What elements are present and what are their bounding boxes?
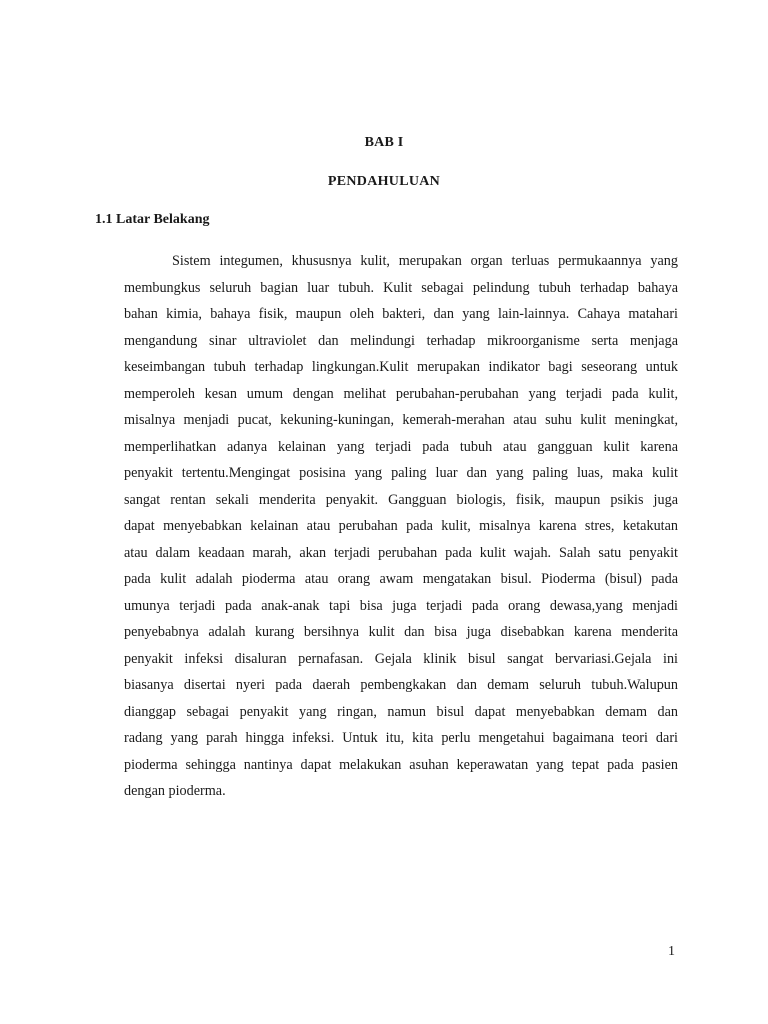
paragraph-line: radang yang parah hingga infeksi. Untuk itu, kita perlu mengetahui bagaimana teori dari bbox=[124, 730, 678, 746]
paragraph-line: pioderma sehingga nantinya dapat melakukan asuhan keperawatan yang tepat pada pasien bbox=[124, 756, 678, 773]
paragraph-line: penyebabnya adalah kurang bersihnya kulit dan bisa juga disebabkan karena menderita bbox=[124, 624, 678, 640]
paragraph-line: memperoleh kesan umum dengan melihat perubahan-perubahan yang terjadi pada kulit, bbox=[124, 385, 678, 402]
paragraph-line: penyakit tertentu.Mengingat posisina yang paling luar dan yang paling luas, maka kulit bbox=[124, 465, 678, 481]
body-paragraph bbox=[124, 248, 678, 805]
paragraph-line: Sistem integumen, khususnya kulit, merupakan organ terluas permukaannya yang bbox=[172, 253, 678, 269]
paragraph-line: dapat menyebabkan kelainan atau perubahan pada kulit, misalnya karena stres, ketakutan bbox=[124, 518, 678, 534]
paragraph-line: dengan pioderma. bbox=[124, 783, 226, 799]
paragraph-line: dianggap sebagai penyakit yang ringan, namun bisul dapat menyebabkan demam dan bbox=[124, 703, 678, 720]
paragraph-line: umunya terjadi pada anak-anak tapi bisa juga terjadi pada orang dewasa,yang menjadi bbox=[124, 597, 678, 614]
paragraph-line: biasanya disertai nyeri pada daerah pembengkakan dan demam seluruh tubuh.Walupun bbox=[124, 677, 678, 693]
paragraph-line: pada kulit adalah pioderma atau orang awam mengatakan bisul. Pioderma (bisul) pada bbox=[124, 571, 678, 587]
section-heading: 1.1 Latar Belakang bbox=[95, 212, 210, 227]
paragraph-line: misalnya menjadi pucat, kekuning-kuningan, kemerah-merahan atau suhu kulit meningkat, bbox=[124, 412, 678, 428]
paragraph-line: sangat rentan sekali menderita penyakit. Gangguan biologis, fisik, maupun psikis juga bbox=[124, 491, 678, 508]
paragraph-line: atau dalam keadaan marah, akan terjadi perubahan pada kulit wajah. Salah satu penyakit bbox=[124, 544, 678, 561]
paragraph-line: keseimbangan tubuh terhadap lingkungan.Kulit merupakan indikator bagi seseorang untuk bbox=[124, 359, 678, 375]
chapter-title: PENDAHULUAN bbox=[327, 174, 441, 189]
paragraph-line: membungkus seluruh bagian luar tubuh. Kulit sebagai pelindung tubuh terhadap bahaya bbox=[124, 279, 678, 296]
page-number: 1 bbox=[668, 944, 675, 959]
paragraph-line: mengandung sinar ultraviolet dan melindungi terhadap mikroorganisme serta menjaga bbox=[124, 332, 678, 349]
paragraph-line: bahan kimia, bahaya fisik, maupun oleh bakteri, dan yang lain-lainnya. Cahaya matahari bbox=[124, 306, 678, 322]
chapter-label: BAB I bbox=[364, 135, 404, 150]
paragraph-line: penyakit infeksi disaluran pernafasan. Gejala klinik bisul sangat bervariasi.Gejala ini bbox=[124, 650, 678, 667]
paragraph-line: memperlihatkan adanya kelainan yang terjadi pada tubuh atau gangguan kulit karena bbox=[124, 438, 678, 455]
